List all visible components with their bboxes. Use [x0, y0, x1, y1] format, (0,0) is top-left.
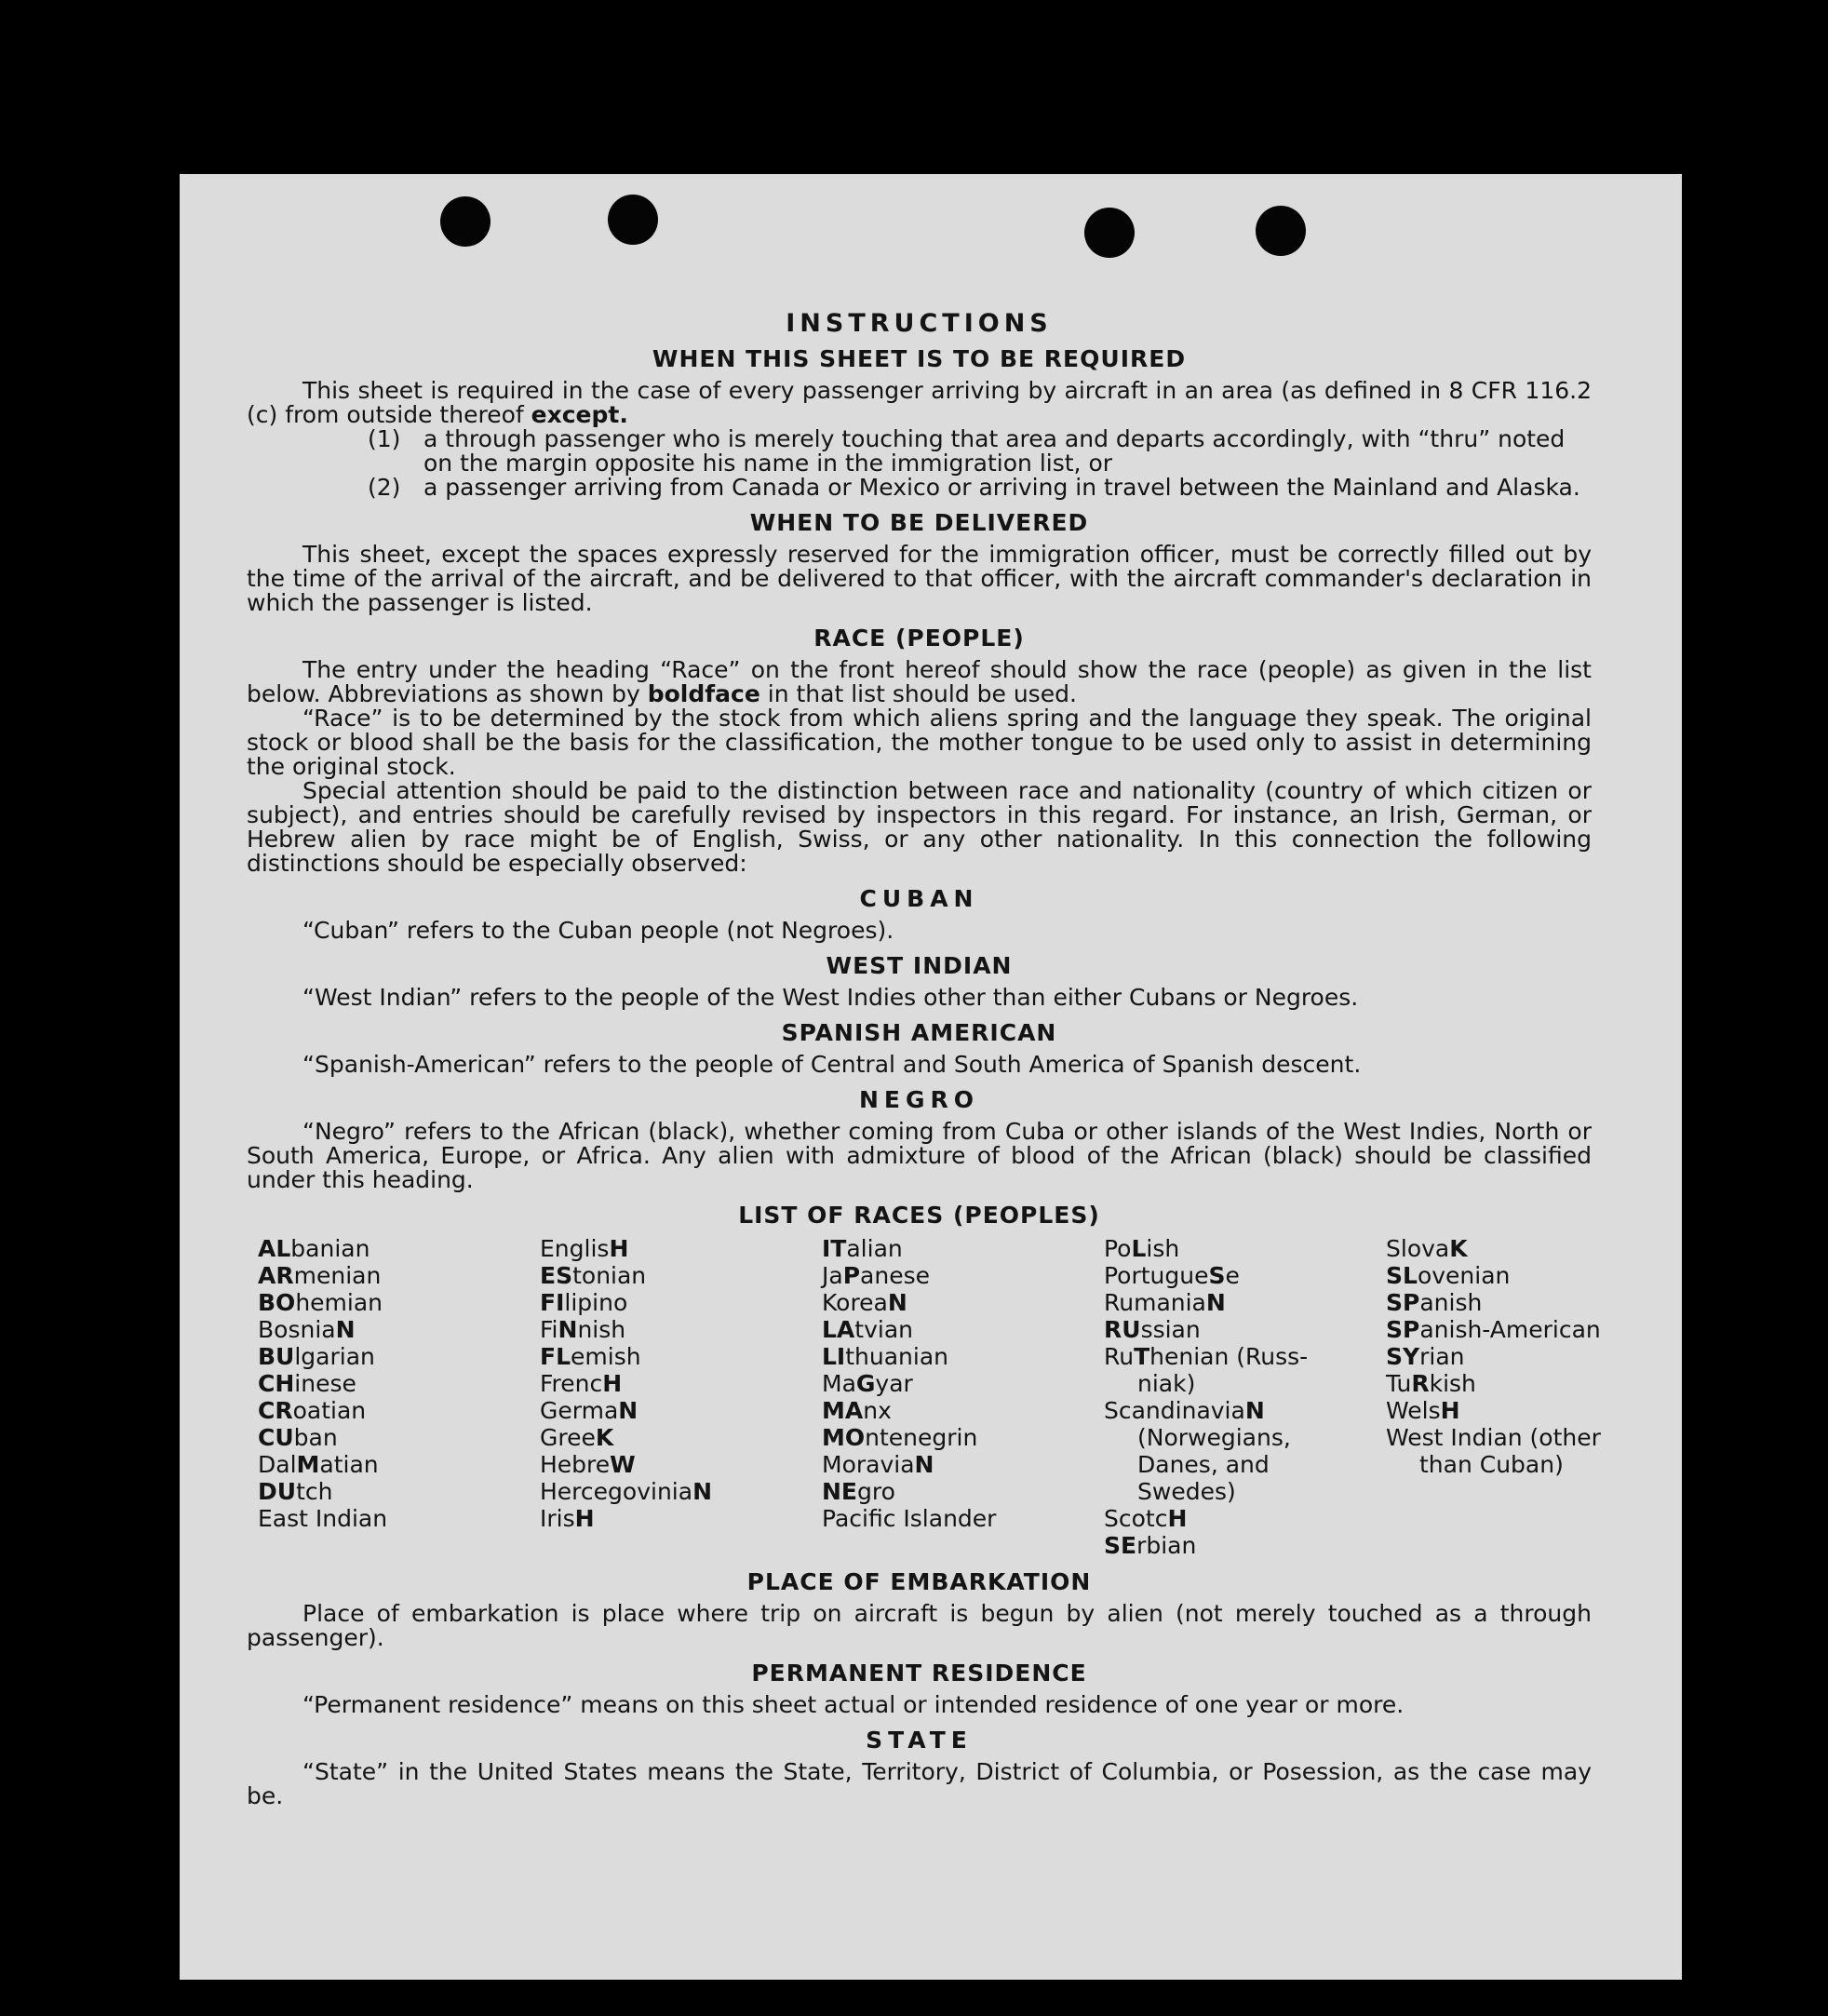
- race-entry: CHinese: [258, 1370, 356, 1397]
- race-entry: East Indian: [258, 1505, 388, 1532]
- race-entry: EStonian: [540, 1262, 647, 1289]
- heading-spanish-american: SPANISH AMERICAN: [781, 1019, 1057, 1046]
- embarkation-text: Place of embarkation is place where trip on aircraft is begun by alien (not merely touched as a through passenger).: [247, 1600, 1592, 1651]
- race-entry: MOntenegrin: [822, 1424, 978, 1451]
- race-entry: BUlgarian: [258, 1343, 375, 1370]
- required-item-2: (2) a passenger arriving from Canada or Mexico or arriving in travel between the Mainland and Alaska.: [368, 474, 1580, 501]
- race-entry: TuRkish: [1386, 1370, 1476, 1397]
- spanish-american-text: “Spanish-American” refers to the people of Central and South America of Spanish descent.: [302, 1051, 1362, 1078]
- race-entry: WelsH: [1386, 1397, 1460, 1424]
- heading-race: RACE (PEOPLE): [813, 625, 1025, 652]
- race-entry: MAnx: [822, 1397, 892, 1424]
- race-entry: SYrian: [1386, 1343, 1465, 1370]
- race-entry: West Indian (other: [1386, 1424, 1601, 1451]
- race-entry: SPanish-American: [1386, 1316, 1601, 1343]
- race-entry: EnglisH: [540, 1235, 629, 1262]
- race-entry: LAtvian: [822, 1316, 913, 1343]
- negro-text: “Negro” refers to the African (black), whether coming from Cuba or other islands of the West Indies, North or South America, Europe, or Africa. Any alien with admixture of blood of the African (black) should be classified under this heading.: [247, 1118, 1592, 1193]
- heading-west-indian: WEST INDIAN: [826, 952, 1013, 979]
- heading-delivered: WHEN TO BE DELIVERED: [749, 509, 1089, 536]
- required-intro: This sheet is required in the case of every passenger arriving by aircraft in an area (as defined in 8 CFR 116.2 (c) from outside thereof except.: [247, 377, 1592, 428]
- race-entry: PortugueSe: [1104, 1262, 1240, 1289]
- race-entry: ScandinaviaN: [1104, 1397, 1265, 1424]
- delivered-text: This sheet, except the spaces expressly reserved for the immigration officer, must be correctly filled out by the time of the arrival of the aircraft, and be delivered to that officer, with the aircraft commander's declaration in which the passenger is listed.: [247, 541, 1592, 616]
- required-item-1: (1) a through passenger who is merely touching that area and departs accordingly, with “thru” noted on the margin opposite his name in the immigration list, or: [368, 425, 1566, 477]
- race-entry: Pacific Islander: [822, 1505, 997, 1532]
- race-entry: Danes, and: [1137, 1451, 1270, 1478]
- heading-state: STATE: [866, 1727, 973, 1754]
- punch-hole: [1084, 208, 1135, 258]
- race-entry: ARmenian: [258, 1262, 382, 1289]
- race-paragraph-2: “Race” is to be determined by the stock from which aliens spring and the language they speak. The original stock or blood shall be the basis for the classification, the mother tongue to be used only to assist in determining the original stock.: [247, 705, 1592, 780]
- page-title: INSTRUCTIONS: [786, 309, 1053, 338]
- race-entry: ScotcH: [1104, 1505, 1188, 1532]
- race-entry: RumaniaN: [1104, 1289, 1226, 1316]
- race-entry: JaPanese: [822, 1262, 930, 1289]
- race-entry: CUban: [258, 1424, 338, 1451]
- residence-text: “Permanent residence” means on this sheet actual or intended residence of one year or more.: [302, 1691, 1405, 1718]
- races-column: [822, 1235, 1104, 1559]
- race-entry: FiNnish: [540, 1316, 626, 1343]
- race-entry: SlovaK: [1386, 1235, 1468, 1262]
- document-sheet: [180, 174, 1682, 1980]
- race-entry: NEgro: [822, 1478, 895, 1505]
- race-entry: SPanish: [1386, 1289, 1483, 1316]
- race-entry: GreeK: [540, 1424, 614, 1451]
- races-column: [1104, 1235, 1386, 1559]
- race-entry: MaGyar: [822, 1370, 913, 1397]
- races-column: [258, 1235, 540, 1559]
- races-column: [1386, 1235, 1619, 1559]
- race-entry: (Norwegians,: [1137, 1424, 1291, 1451]
- race-entry: ITalian: [822, 1235, 903, 1262]
- race-entry: HercegoviniaN: [540, 1478, 712, 1505]
- cuban-text: “Cuban” refers to the Cuban people (not Negroes).: [302, 917, 894, 944]
- race-entry: FrencH: [540, 1370, 623, 1397]
- heading-negro: NEGRO: [858, 1086, 980, 1113]
- race-entry: KoreaN: [822, 1289, 907, 1316]
- instructions-content: [247, 309, 1601, 1809]
- heading-permanent-residence: PERMANENT RESIDENCE: [751, 1660, 1087, 1687]
- race-entry: BosniaN: [258, 1316, 356, 1343]
- race-entry: BOhemian: [258, 1289, 383, 1316]
- races-column: [540, 1235, 822, 1559]
- race-entry: CRoatian: [258, 1397, 367, 1424]
- race-entry: than Cuban): [1419, 1451, 1564, 1478]
- race-entry: DUtch: [258, 1478, 333, 1505]
- race-entry: FIlipino: [540, 1289, 628, 1316]
- race-entry: ALbanian: [258, 1235, 370, 1262]
- race-entry: SLovenian: [1386, 1262, 1511, 1289]
- race-entry: FLemish: [540, 1343, 641, 1370]
- heading-list-of-races: LIST OF RACES (PEOPLES): [738, 1202, 1100, 1229]
- heading-cuban: CUBAN: [859, 885, 979, 912]
- heading-required: WHEN THIS SHEET IS TO BE REQUIRED: [652, 345, 1187, 372]
- race-entry: DalMatian: [258, 1451, 379, 1478]
- race-paragraph-1: The entry under the heading “Race” on the front hereof should show the race (people) as given in the list below. Abbreviations as shown by boldface in that list should be used.: [247, 656, 1592, 707]
- race-entry: GermaN: [540, 1397, 638, 1424]
- punch-hole: [608, 195, 658, 245]
- race-entry: SErbian: [1104, 1532, 1197, 1559]
- races-list: [258, 1235, 1601, 1559]
- race-entry: PoLish: [1104, 1235, 1180, 1262]
- race-paragraph-3: Special attention should be paid to the distinction between race and nationality (country of which citizen or subject), and entries should be carefully revised by inspectors in this regard. For instance, an Irish, German, or Hebrew alien by race might be of English, Swiss, or any other nationality. In this connection the following distinctions should be especially observed:: [247, 777, 1592, 877]
- race-entry: RUssian: [1104, 1316, 1201, 1343]
- punch-hole: [440, 196, 491, 247]
- punch-hole: [1256, 206, 1306, 256]
- race-entry: HebreW: [540, 1451, 636, 1478]
- race-entry: LIthuanian: [822, 1343, 949, 1370]
- race-entry: niak): [1137, 1370, 1196, 1397]
- race-entry: MoraviaN: [822, 1451, 934, 1478]
- west-indian-text: “West Indian” refers to the people of the West Indies other than either Cubans or Negroes.: [302, 984, 1359, 1011]
- race-entry: Swedes): [1137, 1478, 1236, 1505]
- state-text: “State” in the United States means the State, Territory, District of Columbia, or Posession, as the case may be.: [247, 1758, 1592, 1809]
- race-entry: IrisH: [540, 1505, 595, 1532]
- heading-embarkation: PLACE OF EMBARKATION: [746, 1568, 1092, 1595]
- race-entry: RuThenian (Russ-: [1104, 1343, 1309, 1370]
